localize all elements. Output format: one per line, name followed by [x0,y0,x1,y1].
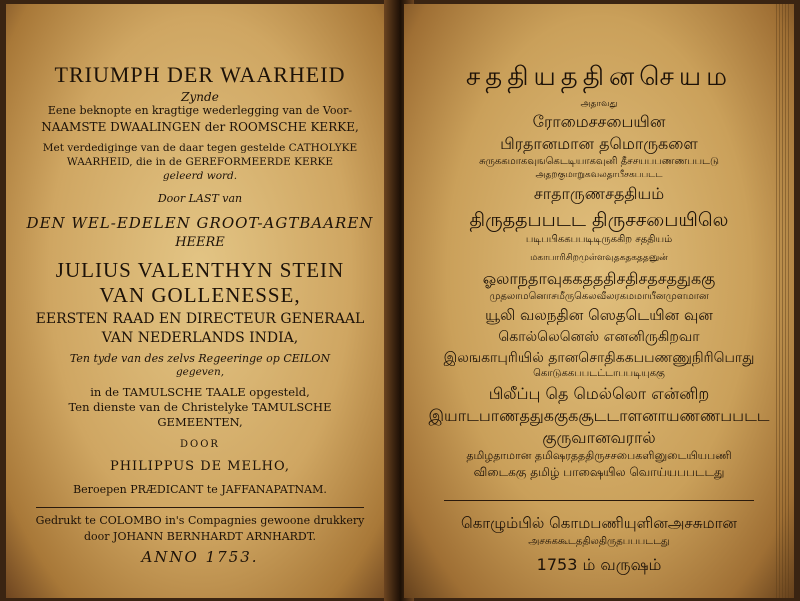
tamil-line: தமிழதாமான தமிஷரதததிருசசபைகளினுடையியபணி [466,449,732,462]
patron-name: JULIUS VALENTHYN STEIN [55,258,345,282]
description-line: WAARHEID, die in de GEREFORMEERDE KERKE [66,156,334,168]
language-line: in de TAMULSCHE TAALE opgesteld, [90,385,310,399]
right-page [404,4,794,598]
context-line: gegeven, [175,366,225,378]
tamil-line: சுருககமாகவுஙகெடடியாகவுனி தீசசயபபணணபபடடு [479,156,719,167]
author-role: Beroepen PRÆDICANT te JAFFANAPATNAM. [73,483,327,496]
tamil-line: ஓலாநதாவுககதததிசதிசதசததுககு [482,269,716,288]
tamil-line: சாதாருணசததியம் [533,184,665,203]
context-line: Ten tyde van des zelvs Regeeringe op CEILON [69,352,331,365]
tamil-line: படிபபிககபபடிடிருககிற சததியம் [525,234,673,245]
description-line: Eene beknopte en kragtige wederlegging van de Voor- [47,104,353,117]
tamil-line: பிலீப்பு தெ மெல்லொ என்னிற [488,384,710,403]
patron-honorific: DEN WEL-EDELEN GROOT-AGTBAAREN [26,214,374,232]
tamil-line: கொடுககபபடட்டாபபடியுககு [533,368,665,379]
tamil-line: இலஙகாபுரியில் தானசொதிககபபணணுநிரிபொது [443,350,755,366]
tamil-title: சததியததினசெயம [465,62,733,92]
tamil-line: கொல்லெனெஸ் எனனிருகிறவா [498,329,700,345]
patron-heere: HEERE [175,235,225,250]
tamil-line: விடைககு தமிழ் பாஷையில வொய்யபபடடது [473,465,725,479]
patron-name: VAN GOLLENESSE, [99,283,301,307]
book-title: TRIUMPH DER WAARHEID [54,62,346,87]
divider-rule [444,500,754,501]
tamil-line: அதாவது [580,99,618,109]
tamil-imprint: அசசுககூடததிலதிருதபபபடடது [528,536,670,547]
language-line: GEMEENTEN, [157,415,243,429]
tamil-line: யூலி வலநதின ஸெதடெயின வுன [485,306,713,324]
tamil-line: இயாடபாணததுககுகசூடடாளனாயணணபபடட [428,406,770,425]
tamil-line: மகாபாரிசிறமுள்ளவுதகதகததனுன் [530,253,668,263]
description-line: geleerd word. [162,170,238,182]
tamil-line: ரோமைசசபையின [532,112,666,131]
description-line: NAAMSTE DWAALINGEN der ROOMSCHE KERKE, [41,120,359,134]
divider-rule [36,507,364,508]
imprint-line: Gedrukt te COLOMBO in's Compagnies gewoone drukkery [35,514,365,527]
tamil-line: குருவானவரால் [542,428,656,447]
tamil-line: முதலாமனொசமீருகெலவீலரகமமாயீனமுளமான [489,291,709,302]
description-line: Met verdediginge van de daar tegen gestelde CATHOLYKE [42,142,358,154]
patron-office: VAN NEDERLANDS INDIA, [101,330,299,346]
commission-line: Door LAST van [157,192,243,205]
tamil-imprint: கொழும்பில் கொமபணியுளினஅசசுமான [461,514,737,532]
tamil-line: திருததபபடட திருசசபையிலெ [469,209,729,231]
author-name: PHILIPPUS DE MELHO, [109,459,291,474]
tamil-year: 1753 ம் வருஷம் [536,555,662,574]
imprint-line: door JOHANN BERNHARDT ARNHARDT. [84,530,316,543]
subtitle-zynde: Zynde [181,90,219,104]
publication-year: ANNO 1753. [141,548,259,566]
left-page [6,4,394,598]
tamil-line: அதறகுமாறுகவலதாபீசகபபடட [535,170,663,180]
tamil-line: பிரதானமான தமொருகளை [500,134,698,153]
language-line: Ten dienste van de Christelyke TAMULSCHE [68,400,332,414]
by-label: DOOR [180,439,220,450]
patron-office: EERSTEN RAAD EN DIRECTEUR GENERAAL [35,311,365,327]
